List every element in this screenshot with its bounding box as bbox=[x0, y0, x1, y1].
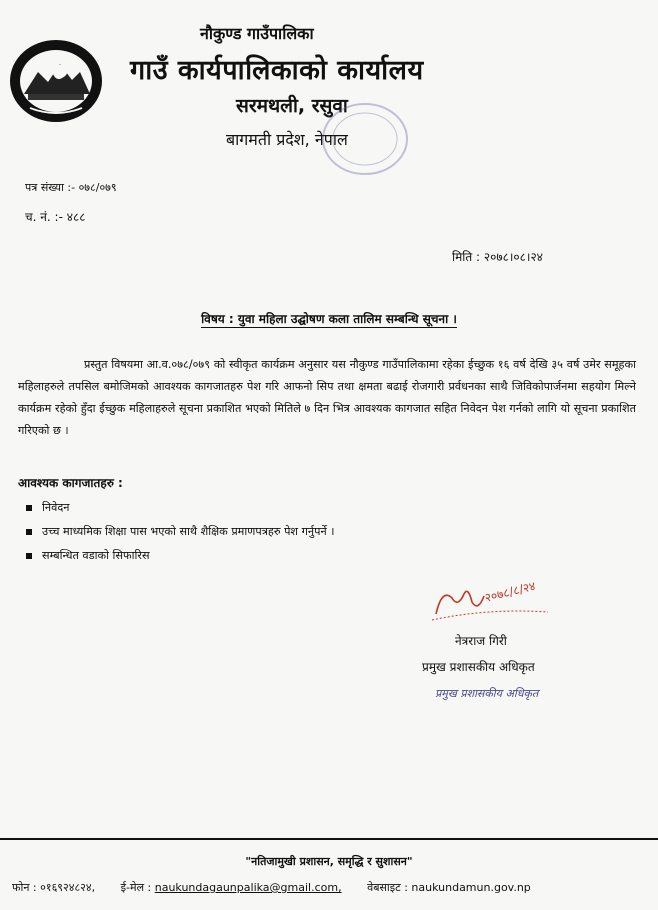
letter-date: मिति : २०७८।०८।२४ bbox=[452, 250, 543, 264]
notice-body: प्रस्तुत विषयमा आ.व.०७८/०७९ को स्वीकृत कार्यक्रम अनुसार यस नौकुण्ड गाउँपालिकामा रहेका ईच्छुक १६ वर्ष देखि ३५ वर्ष उमेर समूहका महिलाहरुले तपसिल बमोजिमको आवश्यक कागजातहरु पेश गरि आफनो सिप तथा क्षमता बढाई रोजगारी प्रर्वधनका साथै जिविकोपार्जनमा सहयोग मिल्ने कार्यक्रम रहेको हुँदा ईच्छुक महिलाहरुले सूचना प्रकाशित भएको मितिले ७ दिन भित्र आवश्यक कागजात सहित निवेदन पेश गर्नको लागि यो सूचना प्रकाशित गरिएको छ । bbox=[18, 358, 636, 437]
province-country: बागमती प्रदेश, नेपाल bbox=[226, 130, 348, 149]
documents-list bbox=[18, 496, 618, 568]
office-stamp bbox=[320, 100, 410, 178]
footer-phone: फोन : ०१६९२४८२४, bbox=[12, 881, 96, 894]
list-item: निवेदन bbox=[18, 496, 618, 520]
footer-divider bbox=[0, 838, 658, 840]
list-item: उच्च माध्यमिक शिक्षा पास भएको साथै शैक्षिक प्रमाणपत्रहरु पेश गर्नुपर्ने । bbox=[18, 520, 618, 544]
footer-website-label: वेबसाइट : bbox=[367, 881, 408, 894]
footer-email-link[interactable]: naukundagaunpalika@gmail.com, bbox=[154, 881, 342, 894]
handwritten-signature bbox=[428, 568, 558, 628]
municipality-name: नौकुण्ड गाउँपालिका bbox=[200, 24, 314, 43]
dispatch-number: च. नं. :- ४८८ bbox=[25, 210, 86, 224]
subject-text: विषय : युवा महिला उद्घोषण कला तालिम सम्बन्धि सूचना । bbox=[201, 312, 457, 326]
signature-date: २०७८/८/२४ bbox=[483, 578, 537, 605]
office-location: सरमथली, रसुवा bbox=[236, 95, 348, 117]
footer-website-link[interactable]: naukundamun.gov.np bbox=[411, 881, 531, 894]
subject-line bbox=[0, 310, 658, 327]
designation-stamp: प्रमुख प्रशासकीय अधिकृत bbox=[435, 687, 539, 700]
footer-email-label: ई-मेल : bbox=[120, 881, 152, 894]
letter-number: पत्र संख्या :- ०७८/०७९ bbox=[25, 181, 117, 194]
documents-title: आवश्यक कागजातहरु : bbox=[18, 476, 123, 490]
signatory-title: प्रमुख प्रशासकीय अधिकृत bbox=[422, 660, 535, 674]
municipality-logo bbox=[8, 38, 104, 124]
footer-slogan: "नतिजामुखी प्रशासन, समृद्धि र सुशासन" bbox=[245, 855, 413, 868]
office-name: गाउँ कार्यपालिकाको कार्यालय bbox=[130, 55, 424, 86]
footer-contact bbox=[12, 880, 652, 895]
list-item: सम्बन्धित वडाको सिफारिस bbox=[18, 544, 618, 568]
signatory-name: नेत्रराज गिरी bbox=[455, 634, 507, 648]
